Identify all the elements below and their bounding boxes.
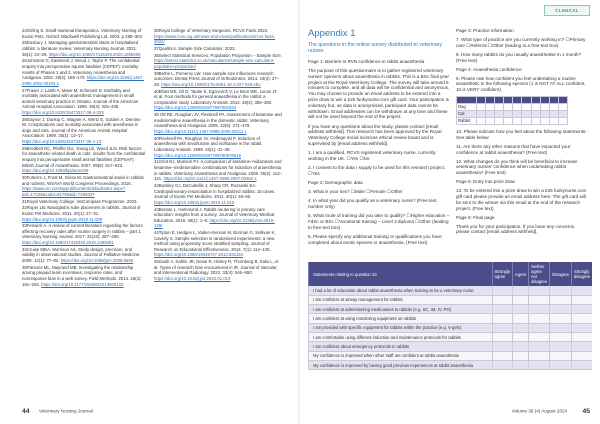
reference-text: 39Bethe L, Pomeroy LW. How sample size influences research outcomes. Dental Press Journal of Orthodontics. 2014. 19(4): 27–29. xyxy=(154,70,280,87)
reference-item xyxy=(154,259,282,281)
response-cell[interactable] xyxy=(512,332,528,341)
response-cell[interactable] xyxy=(529,351,550,360)
right-page xyxy=(300,0,600,424)
response-cell[interactable] xyxy=(492,323,512,332)
reference-text: 25Duxbury J. Managing gastrointestinal stasis in hospitalised rabbits: a literature review. Veterinary Nursing Journal. 2021. 36(1): 24–29. xyxy=(22,40,139,57)
rating-cell[interactable] xyxy=(558,104,567,111)
rating-cell[interactable] xyxy=(477,118,486,125)
rating-cell[interactable] xyxy=(540,111,549,118)
rating-header-cell xyxy=(486,97,495,104)
rating-cell[interactable] xyxy=(558,118,567,125)
response-cell[interactable] xyxy=(529,342,550,351)
rating-header-cell xyxy=(558,97,567,104)
reference-item xyxy=(154,207,282,229)
statement-row xyxy=(309,332,593,341)
response-cell[interactable] xyxy=(571,351,592,360)
rating-cell[interactable] xyxy=(531,118,540,125)
response-cell[interactable] xyxy=(550,342,572,351)
rating-cell[interactable] xyxy=(477,111,486,118)
reference-text: 40Flecknell PA, Roughan JV, Hedenqvist P. Induction of anaesthesia with sevoflurane and isoflurane in the rabbit. Laboratory Animals. 1999. 33(1): 41–46. xyxy=(154,135,263,152)
response-cell[interactable] xyxy=(571,342,592,351)
statement-row xyxy=(309,305,593,314)
reference-text: 31Royal Veterinary College. VetCompass Programme. 2023. xyxy=(22,198,138,204)
rating-cell[interactable] xyxy=(504,118,513,125)
rating-cell[interactable] xyxy=(513,104,522,111)
reference-text: 45Gadri A, Kahlin JR, Desai R, Hickey R, Thornburg B, Kalis L, et al. Types of research bias encountered in IR. Journal of Vascular and Interventional Radiology. 2022. 33(4): 546–550. xyxy=(154,259,279,276)
rating-cell[interactable] xyxy=(495,111,504,118)
questions-column-2 xyxy=(456,28,590,238)
rating-cell[interactable] xyxy=(549,118,558,125)
rating-header-cell xyxy=(522,97,531,104)
rating-cell[interactable] xyxy=(504,104,513,111)
statement-text: My confidence is improved by having good previous experiences at rabbit anaesthesia xyxy=(309,360,493,369)
reference-item xyxy=(154,112,282,134)
statement-row xyxy=(309,323,593,332)
reference-item xyxy=(154,53,282,70)
survey-paragraph: Thank you for your participation. If you have any concerns, please contact [email address withheld]. xyxy=(456,223,576,235)
response-cell[interactable] xyxy=(571,332,592,341)
species-label: Rabbit xyxy=(457,118,477,125)
reference-text: 29Brodbelt DC, Pfeiffer DU, Young LE, Wood JLN. Risk factors for anaesthetic-related death in cats: results from the confidential enquiry into perioperative small animal fatalities (CEPSAF). British Journal of Anaesthesia. 2007. 99(5): 617–623. xyxy=(22,145,146,168)
response-cell[interactable] xyxy=(529,332,550,341)
reference-link[interactable]: https://doi.org/10.1258/0023677987051834 xyxy=(154,105,237,111)
reference-text: 37Qualtrics. Sample Size Calculator. 2023. xyxy=(154,45,236,51)
reference-text: 30Forterre J, Frost M, Giese M. Gastrointestinal stasis in rabbits and rodents. WSAVA World Congress Proceedings. 2016. xyxy=(22,174,144,186)
reference-item xyxy=(22,40,146,57)
response-cell[interactable] xyxy=(529,286,550,295)
response-cell[interactable] xyxy=(492,332,512,341)
response-cell[interactable] xyxy=(512,286,528,295)
survey-paragraph: Page 5: Entry into prize draw xyxy=(456,179,515,185)
species-label: Cat xyxy=(457,111,477,118)
response-cell[interactable] xyxy=(529,314,550,323)
rating-cell[interactable] xyxy=(558,111,567,118)
survey-paragraph: Page 1: Barriers to RVN confidence in rabbit anaesthesia xyxy=(308,58,425,64)
response-cell[interactable] xyxy=(550,286,572,295)
reference-text: 36Royal College of Veterinary Surgeons. RCVS Facts 2022. xyxy=(154,28,269,33)
reference-link[interactable]: https://doi.org/10.1089/jpm.2008.9690 xyxy=(60,258,134,264)
footer-right xyxy=(512,408,590,415)
questions-column-1 xyxy=(308,42,450,249)
statement-text: I am confident at using monitoring equipment on rabbits xyxy=(309,314,493,323)
reference-item xyxy=(22,28,146,39)
reference-item xyxy=(22,58,146,86)
reference-link[interactable]: https://doi.org/10.1258/002367799780578516 xyxy=(154,152,241,158)
reference-item xyxy=(154,159,282,181)
reference-link[interactable]: https://www.rcvs.org.uk/news-and-views/publications/rcvs-facts-2022/ xyxy=(154,33,276,45)
response-cell[interactable] xyxy=(529,323,550,332)
rating-cell[interactable] xyxy=(513,111,522,118)
reference-link[interactable]: https://doi.org/10.1046/j.1467-2995.2002.00106.x xyxy=(22,75,144,86)
reference-text: 32Roper LB. Nasogastric tube placement in rabbits. Journal of Exotic Pet Medicine. 2011. 20(1): 27–31. xyxy=(22,205,141,216)
reference-item xyxy=(22,223,146,245)
reference-text: 33Fenwick A. A review of current literature regarding the factors affecting recovery rates after routine surgery in rabbits – part 1. Veterinary Nursing Journal. 2017. 32(10): 287–290. xyxy=(22,223,143,240)
statement-text: My confidence is improved when other staff are confident at rabbit anaesthesia xyxy=(309,351,493,360)
statements-header-cell: Disagree xyxy=(550,262,572,286)
survey-paragraph: 6. Please specify any additional training or qualifications you have completed about exotic species or anaesthesia. (Free text) xyxy=(308,234,442,246)
reference-text: 42Buckley GJ, DeCubellis J, Sharp CR, Rozanski EA. Cardiopulmonary resuscitation in hospitalized rabbits: 15 cases. Journal of Exotic Pet Medicine. 2011. 20(1): 46–50. xyxy=(154,182,276,200)
reference-link[interactable]: https://doi.org/10.1080/17415349.2018.1399491 xyxy=(22,240,114,246)
reference-link[interactable]: https://doi.org/10.1590/2176-9451.19.4.027-029.ebo xyxy=(161,81,261,87)
response-cell[interactable] xyxy=(492,295,512,304)
rating-cell[interactable] xyxy=(504,111,513,118)
reference-item xyxy=(154,136,282,158)
footer-left xyxy=(22,408,93,415)
rating-header-cell xyxy=(513,97,522,104)
statements-table xyxy=(308,262,592,370)
issue-info: Volume 39 (4) August 2024 xyxy=(511,408,568,414)
statement-row xyxy=(309,295,593,304)
rating-cell[interactable] xyxy=(531,111,540,118)
response-cell[interactable] xyxy=(492,314,512,323)
response-cell[interactable] xyxy=(571,314,592,323)
survey-paragraph: 3. What is your sex? ☐Male ☐Female ☐Other xyxy=(308,189,403,195)
references-column-1 xyxy=(22,28,146,288)
reference-text: 27Fraser J, Lamb A, Maxe M, Schmunit D. Morbidity and mortality associated with anaesthetic management in small animal veterinary practice in Ontario. Journal of the American Animal Hospital Association. 1996. 38(4): 325–335. xyxy=(22,87,139,110)
statement-row xyxy=(309,314,593,323)
statement-row xyxy=(309,360,593,369)
reference-item xyxy=(22,175,146,197)
statements-header-cell: Strongly disagree xyxy=(571,262,592,286)
rating-header-cell xyxy=(495,97,504,104)
reference-link[interactable]: https://doi.org/10.1177/1525822X13500120 xyxy=(41,281,124,287)
response-cell[interactable] xyxy=(571,295,592,304)
reference-text: 35Parsons ML, Mayrand MB. Investigating the relationship among prepaid team incentives, response rates, and nonresponse bias in a web survey. Field Methods. 2014. 26(2): 191–204. xyxy=(22,264,142,287)
reference-link[interactable]: https://doi.org/10.1111/j.1467-2995.2005.00211.x xyxy=(154,129,247,135)
survey-paragraph: 1. I am a qualified, RCVS registered veterinary nurse, currently working in the UK. ☐Yes ☐No xyxy=(308,150,436,161)
reference-item xyxy=(154,230,282,258)
survey-paragraph: 13. To be entered into a prize draw to win a £25 funkynurse.com gift card please provide an email address here: The gift card will be sent to the winner via this email at the end of the research project. (Free text) xyxy=(456,188,587,211)
response-cell[interactable] xyxy=(492,342,512,351)
reference-item xyxy=(22,88,146,116)
response-cell[interactable] xyxy=(512,342,528,351)
statement-text: I am confident at airway management for rabbits xyxy=(309,295,493,304)
rating-row xyxy=(457,104,568,111)
reference-item xyxy=(22,117,146,145)
reference-link[interactable]: https://doi.org/10.1080/19345747.2013.831154 xyxy=(154,252,244,258)
reference-text: 44Tipton E, Hedges L, Vaden-Kiernan M, Borman G, Sullivan K, Caverly S. Sample selection in randomized experiments: a new method using propensity score stratified sampling. Journal of Research on Educational Effectiveness. 2014. 7(1): 114–135. xyxy=(154,230,276,252)
statements-header-row xyxy=(309,262,593,286)
reference-item xyxy=(154,28,282,45)
response-cell[interactable] xyxy=(492,305,512,314)
reference-text: 24Girling S. Small mammal therapeutics. Veterinary Nursing of Exotic Pets. Oxford: Blackwell Publishing Ltd. 2003. p 285–303 xyxy=(22,28,142,39)
response-cell[interactable] xyxy=(512,314,528,323)
section-badge: CLINICAL xyxy=(544,5,590,16)
response-cell[interactable] xyxy=(529,360,550,369)
reference-item xyxy=(154,46,282,52)
rating-cell[interactable] xyxy=(540,118,549,125)
rating-cell[interactable] xyxy=(531,104,540,111)
rating-cell[interactable] xyxy=(486,111,495,118)
rating-header-cell xyxy=(457,97,477,104)
rating-cell[interactable] xyxy=(477,104,486,111)
rating-header-cell xyxy=(531,97,540,104)
reference-item xyxy=(154,71,282,88)
survey-paragraph: 5. What route of training did you take to qualify? ☐Higher education – FdSc or BSc ☐Vocational training – Level 3 diploma ☐Other (leading to free-text box) xyxy=(308,213,450,231)
statements-header-cell: Strongly agree xyxy=(492,262,512,286)
reference-link[interactable]: https://doi.org/10.1053/j.jepm.2010.11.009 xyxy=(22,216,103,222)
page-number: 44 xyxy=(22,408,30,415)
statement-row xyxy=(309,351,593,360)
reference-link[interactable]: https://doi.org/10.1111/j.1467-2995.2007.00362.x xyxy=(163,176,257,182)
response-cell[interactable] xyxy=(529,305,550,314)
statements-header-cell: Neither agree nor disagree xyxy=(529,262,550,286)
reference-link[interactable]: https://www.vin.com/apputil/content/defaultadv1.aspx?pId=17333&catId=81796&id=7259337 xyxy=(22,186,126,197)
rating-cell[interactable] xyxy=(513,118,522,125)
reference-text: 41Grint NJ, Murison PJ. A comparison of ketamine–midazolam and ketamine–medetomidine combinations for induction of anaesthesia in rabbits. Veterinary Anaesthesia and Analgesia. 2008. 35(2): 113–121. xyxy=(154,159,282,182)
reference-text: 40Bhatt MS, Gil D, Taube E, Egorovich V, Le Bron WE, Lucas JT. et al. Four methods for general anaesthesia in the rabbit: a comparative study. Laboratory Animals. 2014. 48(4): 355–360. xyxy=(154,88,278,105)
survey-paragraph: Page 4: Anaesthesia confidence xyxy=(456,66,522,72)
reference-text: 43Benato L, Hammond J. Rabbit neutering in primary care education: insights from a survey. Journal of Veterinary Medical Education. 2019. 46(1): 1–8. xyxy=(154,206,275,223)
rating-cell[interactable] xyxy=(495,118,504,125)
reference-link[interactable]: https://doi.org/10.1093/bja/aem229 xyxy=(22,168,89,174)
reference-text: 38Select Statistical Services. Population Proportion – Sample Size. xyxy=(154,52,282,58)
rating-cell[interactable] xyxy=(486,104,495,111)
response-cell[interactable] xyxy=(571,323,592,332)
statements-header-cell: Statements relating to question 10 xyxy=(309,262,493,286)
survey-paragraph: 7. What type of practice are you currently working in? ☐Primary care ☐Referral ☐Other (leading to a free-text box) xyxy=(456,36,586,48)
reference-link[interactable]: https://doi.org/10.3138/jvme.0916-149r xyxy=(154,217,275,229)
survey-paragraph: 10. Please indicate how you feel about the following statements: See table below xyxy=(456,129,587,140)
statement-text: I am confident about emergency protocols in rabbits xyxy=(309,342,493,351)
rating-cell[interactable] xyxy=(522,118,531,125)
reference-item xyxy=(22,247,146,264)
rating-header-cell xyxy=(549,97,558,104)
appendix-intro: The questions in the online survey distributed to veterinary nurses xyxy=(308,42,443,55)
statement-text: I am provided with specific equipment for rabbits within the practice (e.g. V-gels) xyxy=(309,323,493,332)
appendix-title: Appendix 1 xyxy=(308,28,356,39)
statement-row xyxy=(309,342,593,351)
reference-item xyxy=(22,205,146,222)
rating-row xyxy=(457,118,568,125)
reference-item xyxy=(154,89,282,111)
response-cell[interactable] xyxy=(492,286,512,295)
response-cell[interactable] xyxy=(550,323,572,332)
reference-link[interactable]: https://doi.org/10.1053/j.jepm.2010.11.010 xyxy=(154,199,235,205)
survey-paragraph: 12. What changes do you think will be beneficial to increase veterinary nurses' confidence when undertaking rabbit anaesthesia? (Free text) xyxy=(456,158,578,176)
journal-name: Veterinary Nursing Journal xyxy=(38,408,93,414)
statements-header-cell: Agree xyxy=(512,262,528,286)
survey-paragraph: Page 3: Practice information xyxy=(456,28,514,33)
species-label: Dog xyxy=(457,104,477,111)
rating-header-row xyxy=(457,97,568,104)
response-cell[interactable] xyxy=(550,351,572,360)
response-cell[interactable] xyxy=(571,360,592,369)
survey-paragraph: 9. Please rate how confident you feel undertaking a routine anaesthetic in the following species (1 is NOT AT ALL confident, 10 is VERY confident). xyxy=(456,75,586,93)
reference-item xyxy=(22,199,146,205)
survey-paragraph: Page 2: Demographic data xyxy=(308,180,363,186)
response-cell[interactable] xyxy=(550,305,572,314)
reference-text: 26Johnston G, Eastment J, Wood J, Taylor P. The confidential enquiry into perioperative equine fatalities (CEPEF): mortality results of Phases 1 and 2. Veterinary Anaesthesia and Analgesia. 2002. 29(4): 159–170. xyxy=(22,58,140,81)
reference-item xyxy=(22,146,146,174)
rating-cell[interactable] xyxy=(549,111,558,118)
response-cell[interactable] xyxy=(512,360,528,369)
reference-text: 39 Ott RE, Roughan JV, Flecknell PA. Assessment of ketamine and medetomidine anaesthesia in the domestic rabbit. Veterinary Anaesthesia and Analgesia. 2005. 32(5): 271–279. xyxy=(154,112,282,129)
survey-paragraph: The purpose of this questionnaire is to gather registered veterinary nurses' opinions about anaesthesia in rabbits. This is a BSc final year project at the Royal Veterinary College. The survey will take around 5 minutes to complete, and all data will be confidential and anonymous. You may choose to provide an email address to be entered into a prize draw to win a £25 funkynurse.com gift card. Your participation is voluntary but, as data is anonymised, participant data cannot be withdrawn. Email addresses can be withdrawn at any time and these will not be used beyond the end of the project. xyxy=(308,68,450,120)
rating-header-cell xyxy=(540,97,549,104)
reference-text: 34Cruise MDA. Morrison AS. Study design, precision, and validity in observational studies. Journal of Palliative Medicine. 2009. 12(1): 77–82. xyxy=(22,246,141,264)
rating-cell[interactable] xyxy=(549,104,558,111)
response-cell[interactable] xyxy=(529,295,550,304)
reference-item xyxy=(154,183,282,205)
rating-header-cell xyxy=(477,97,486,104)
reference-link[interactable]: https://doi.org/10.1016/j.jvir.2022.01.013 xyxy=(154,276,231,281)
reference-link[interactable]: https://select-statistics.co.uk/calculators/sample-size-calculator-population-proportion/ xyxy=(154,58,275,69)
response-cell[interactable] xyxy=(512,351,528,360)
response-cell[interactable] xyxy=(550,295,572,304)
response-cell[interactable] xyxy=(571,286,592,295)
survey-paragraph: Page 6: Final page xyxy=(456,214,495,220)
statement-text: I am confident at administering medications to rabbits (e.g. SC, IM, IV, PO) xyxy=(309,305,493,314)
reference-link[interactable]: https://doi.org/10.5326/15473317-35-1-13 xyxy=(22,139,102,145)
statement-row xyxy=(309,286,593,295)
response-cell[interactable] xyxy=(492,351,512,360)
survey-paragraph: 2. I consent to the data I supply to be used for this research project. ☐Yes xyxy=(308,165,446,176)
rating-cell[interactable] xyxy=(486,118,495,125)
confidence-rating-table xyxy=(456,96,568,125)
response-cell[interactable] xyxy=(550,360,572,369)
reference-link[interactable]: https://doi.org/10.1080/17415349.2020.1856009 xyxy=(48,51,141,57)
response-cell[interactable] xyxy=(512,323,528,332)
statement-text: I am comfortable using different induction and maintenance protocols for rabbits xyxy=(309,332,493,341)
response-cell[interactable] xyxy=(550,332,572,341)
reference-item xyxy=(22,265,146,287)
rating-row xyxy=(457,111,568,118)
rating-cell[interactable] xyxy=(522,111,531,118)
rating-cell[interactable] xyxy=(495,104,504,111)
survey-paragraph: 8. How many rabbits do you usually anaesthetise in 1 month? (Free text) xyxy=(456,51,582,63)
rating-cell[interactable] xyxy=(540,104,549,111)
rating-cell[interactable] xyxy=(522,104,531,111)
survey-paragraph: 4. In what year did you qualify as a veterinary nurse? (Free text, number only) xyxy=(308,198,438,210)
response-cell[interactable] xyxy=(550,314,572,323)
response-cell[interactable] xyxy=(512,305,528,314)
reference-text: 28Gaynor J, Dunlop C, Wagner A, Wertz E, Golden A, Demme W. Complications and mortality associated with anesthesia in dogs and cats. Journal of the American Animal Hospital Association. 1999. 35(1): 13–17. xyxy=(22,116,141,139)
response-cell[interactable] xyxy=(512,295,528,304)
survey-paragraph: If you have any questions about the study, please contact [email address withheld]. This research has been approved by the Royal Veterinary College social sciences ethical review board and is supervised by [email address withheld]. xyxy=(308,123,442,146)
page-number: 45 xyxy=(582,408,590,415)
survey-paragraph: 11. Are there any other reasons that have impacted your confidence at rabbit anaesthesia? (Free text) xyxy=(456,143,571,155)
response-cell[interactable] xyxy=(571,305,592,314)
statement-text: I had a lot of education about rabbit anaesthesia when training to be a veterinary nurse xyxy=(309,286,493,295)
reference-link[interactable]: https://doi.org/10.5326/15473317-38-4-325 xyxy=(22,109,104,115)
references-column-2 xyxy=(154,28,282,283)
response-cell[interactable] xyxy=(492,360,512,369)
rating-header-cell xyxy=(504,97,513,104)
